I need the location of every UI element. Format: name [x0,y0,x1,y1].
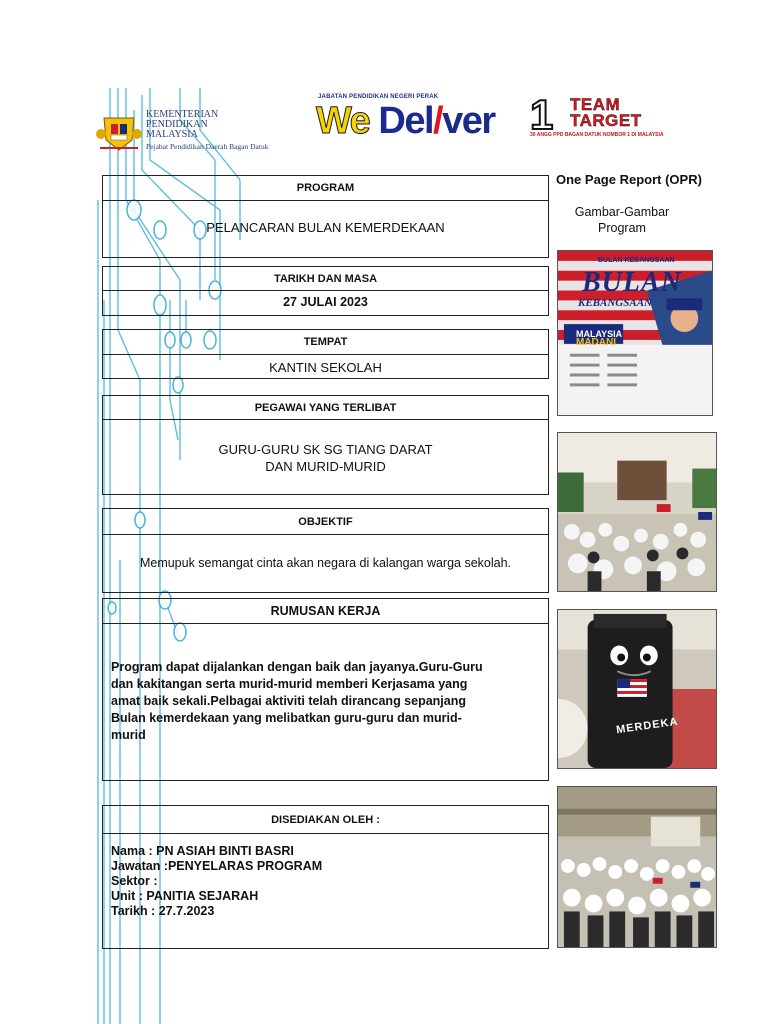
summary-line: Program dapat dijalankan dengan baik dan jayanya.Guru-Guru [111,660,483,674]
objective-header: OBJEKTIF [103,509,548,535]
poster-top-text: BULAN KEBANGSAAN [598,257,675,264]
poster-photo [557,250,713,416]
del-text: Del [378,100,434,142]
officers-header: PEGAWAI YANG TERLIBAT [103,396,548,420]
opr-subtitle-line1: Gambar-Gambar [574,205,670,219]
kpm-line2: PENDIDIKAN [146,119,208,130]
prepared-by-header: DISEDIAKAN OLEH : [103,806,548,834]
officers-section [102,395,549,495]
kpm-line1: KEMENTERIAN [146,109,219,120]
date-header: TARIKH DAN MASA [103,267,548,291]
kpm-name [146,110,218,140]
summary-section [102,598,549,781]
program-header: PROGRAM [103,176,548,201]
opr-title: One Page Report (OPR) [556,172,702,187]
mascot-merdeka-letters: MERDEKA [615,715,680,737]
opr-subtitle [566,204,678,236]
prepared-by-name: Nama : PN ASIAH BINTI BASRI [111,844,294,858]
kpm-logo [96,104,286,160]
prepared-by-unit: Unit : PANITIA SEJARAH [111,889,259,903]
number-one: 1 [530,91,554,138]
summary-body [111,659,483,744]
team-word: TEAM [570,95,621,114]
prepared-by-sector: Sektor : [111,874,158,888]
date-value: 27 JULAI 2023 [283,295,368,309]
poster-brand-madani: MADANI [576,337,616,348]
team-tagline: 30 ANGG PPD BAGAN DATUK NOMBOR 1 DI MALAYSIA [530,132,664,138]
program-value: PELANCARAN BULAN KEMERDEKAAN [206,220,445,235]
target-word: TARGET [570,111,642,130]
officers-line2: DAN MURID-MURID [265,459,386,474]
objective-section [102,508,549,593]
program-section [102,175,549,258]
slash-text: / [433,100,443,142]
poster-word-kebangsaan: KEBANGSAAN [578,297,652,309]
prepared-by-date: Tarikh : 27.7.2023 [111,904,215,918]
poster-brand-malaysia: MALAYSIA [576,329,623,339]
summary-line: murid [111,728,146,742]
kpm-subtitle: Pejabat Pendidikan Daerah Bagan Datuk [146,142,269,151]
team-target-logo [530,91,720,140]
kpm-line3: MALAYSIA [146,129,198,140]
prepared-by-position: Jawatan :PENYELARAS PROGRAM [111,859,323,873]
mascot-photo [557,609,717,769]
malaysia-crest-icon [96,110,142,154]
poster-word-bulan: BULAN [582,267,682,298]
summary-line: Bulan kemerdekaan yang melibatkan guru-guru dan murid- [111,711,462,725]
summary-line: dan kakitangan serta murid-murid memberi Kerjasama yang [111,677,468,691]
we-text: We [316,100,370,142]
assembly-photo [557,786,717,948]
venue-value: KANTIN SEKOLAH [269,360,382,375]
we-deliver-wordmark [316,102,495,140]
venue-section [102,329,549,379]
jpn-perak-label: JABATAN PENDIDIKAN NEGERI PERAK [318,94,439,100]
prepared-by-body [111,844,322,919]
officers-line1: GURU-GURU SK SG TIANG DARAT [218,442,433,457]
ver-text: ver [442,100,495,142]
event-crowd-photo [557,432,717,592]
summary-line: amat baik sekali.Pelbagai aktiviti telah dirancang sepanjang [111,694,466,708]
summary-header: RUMUSAN KERJA [103,599,548,624]
objective-value: Memupuk semangat cinta akan negara di kalangan warga sekolah. [139,556,512,570]
prepared-by-section [102,805,549,949]
opr-subtitle-line2: Program [598,221,646,235]
venue-header: TEMPAT [103,330,548,355]
we-deliver-logo [316,94,500,144]
date-section [102,266,549,316]
